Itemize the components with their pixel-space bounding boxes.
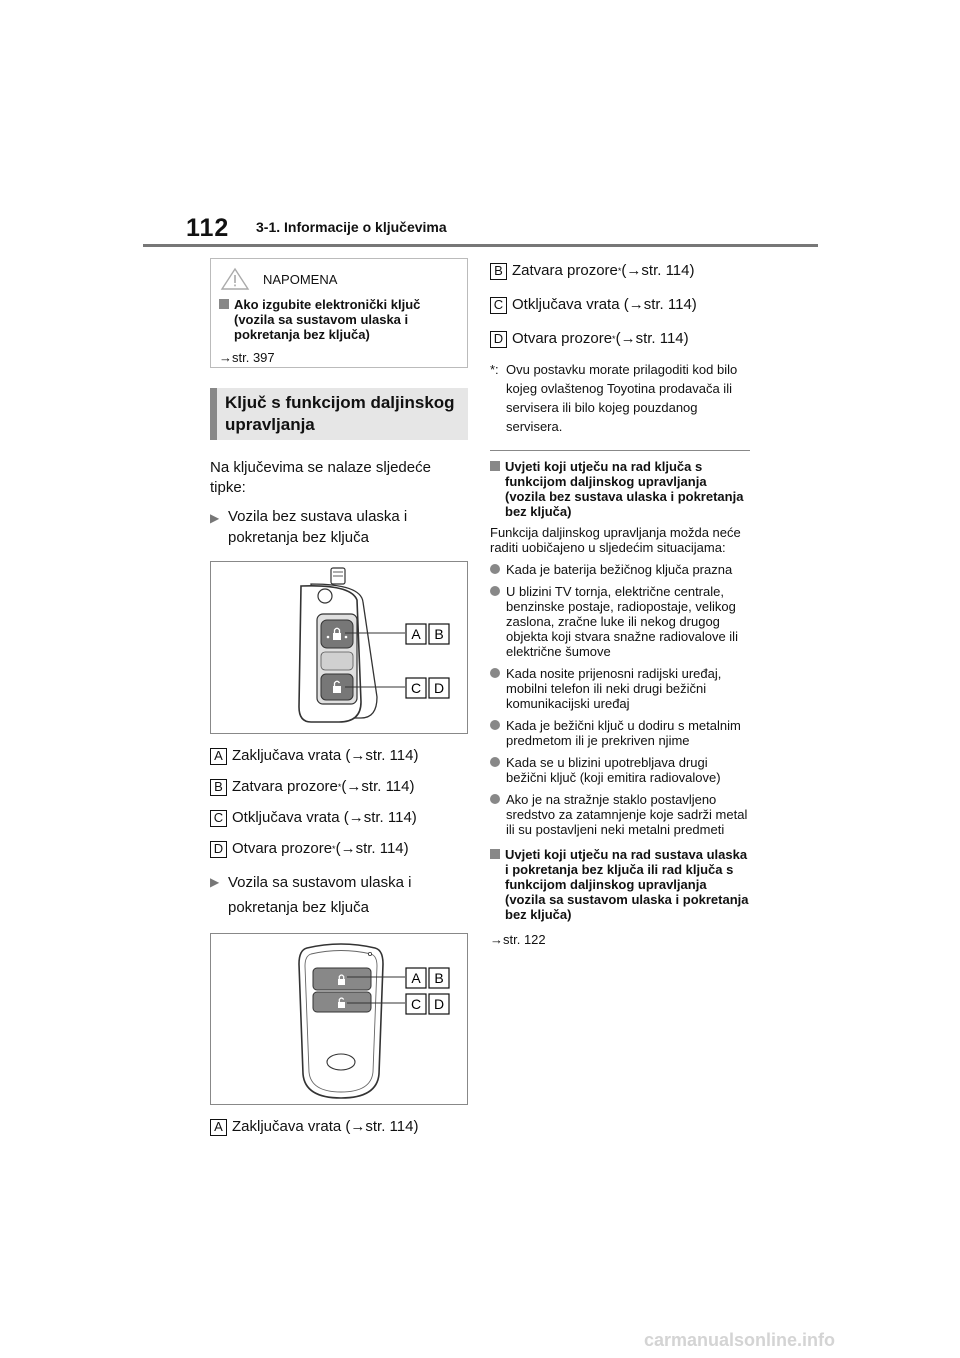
figure2-label-c: C (410, 996, 422, 1012)
label-a2-row: A Zaključava vrata ( →str. 114) (210, 1118, 468, 1136)
page-number: 112 (186, 214, 230, 242)
header-rule (143, 244, 818, 247)
letter-a-box: A (210, 748, 227, 765)
smart-key-illustration (211, 934, 467, 1104)
key-figure-2 (210, 933, 468, 1105)
letter-d-box: D (210, 841, 227, 858)
square-bullet-icon (490, 461, 500, 471)
conditions-intro: Funkcija daljinskog upravljanja možda neće raditi uobičajeno u sljedećim situacijama: (490, 525, 741, 555)
label-d-row: D Otvara prozore * ( →str. 114) (210, 840, 468, 858)
list-item: Kada je baterija bežičnog ključa prazna (490, 562, 750, 577)
right-column (490, 258, 750, 947)
label-c2-row: C Otključava vrata ( →str. 114) (490, 296, 750, 314)
footnote: *: Ovu postavku morate prilagoditi kod bilo kojeg ovlaštenog Toyotina prodavača ili servisera ili bilo kojeg pouzdanog servisera. (490, 362, 738, 434)
letter-d-box: D (490, 331, 507, 348)
square-bullet-icon (219, 299, 229, 309)
notice-ref: →str. 397 (219, 350, 275, 365)
letter-a-box: A (210, 1119, 227, 1136)
triangle-bullet-icon: ▶ (210, 875, 220, 889)
left-column (210, 258, 468, 1136)
conditions2-heading: Uvjeti koji utječu na rad sustava ulaska i pokretanja bez ključa ili rad ključa s funkcijom daljinskog upravljanja (vozila sa sustavom ulaska i pokretanja bez ključa) (490, 847, 750, 922)
variant-2-heading: ▶ Vozila sa sustavom ulaska i pokretanja bez ključa (210, 870, 468, 920)
letter-b-box: B (210, 779, 227, 796)
circle-bullet-icon (490, 757, 500, 767)
watermark: carmanualsonline.info (644, 1330, 836, 1350)
circle-bullet-icon (490, 720, 500, 730)
intro-text: Na ključevima se nalaze sljedeće tipke: (210, 459, 431, 496)
warning-triangle-icon (219, 267, 251, 291)
label-a-row: A Zaključava vrata ( →str. 114) (210, 747, 468, 765)
conditions2-ref: →str. 122 (490, 932, 546, 947)
circle-bullet-icon (490, 794, 500, 804)
section-title: Ključ s funkcijom daljinskog upravljanja (210, 388, 468, 440)
label-b-row: B Zatvara prozore * ( →str. 114) (210, 778, 468, 796)
letter-c-box: C (490, 297, 507, 314)
circle-bullet-icon (490, 586, 500, 596)
figure1-label-d: D (433, 680, 445, 696)
triangle-bullet-icon: ▶ (210, 511, 220, 525)
list-item: Kada se u blizini upotrebljava drugi bežični ključ (koji emitira radiovalove) (490, 755, 750, 785)
letter-b-box: B (490, 263, 507, 280)
section-divider (490, 450, 750, 451)
list-item: Ako je na stražnje staklo postavljeno sredstvo za zatamnjenje koje sadrži metal ili su postavljeni neki metalni predmeti (490, 792, 750, 837)
notice-item: Ako izgubite elektronički ključ (vozila sa sustavom ulaska i pokretanja bez ključa) (219, 297, 459, 342)
flip-key-illustration (211, 562, 467, 733)
figure2-label-d: D (433, 996, 445, 1012)
notice-box (210, 258, 468, 368)
letter-c-box: C (210, 810, 227, 827)
variant-1-heading: ▶ Vozila bez sustava ulaska i pokretanja bez ključa (210, 508, 408, 546)
square-bullet-icon (490, 849, 500, 859)
key-figure-1 (210, 561, 468, 734)
section-header: 3-1. Informacije o ključevima (256, 219, 447, 235)
figure1-label-a: A (411, 626, 421, 642)
circle-bullet-icon (490, 564, 500, 574)
label-b2-row: B Zatvara prozore * ( →str. 114) (490, 262, 750, 280)
conditions-heading: Uvjeti koji utječu na rad ključa s funkcijom daljinskog upravljanja (vozila bez sustava ulaska i pokretanja bez ključa) (490, 459, 750, 519)
label-d2-row: D Otvara prozore * ( →str. 114) (490, 330, 750, 348)
list-item: U blizini TV tornja, električne centrale, benzinske postaje, radiopostaje, velikog zaslona, zračne luke ili nekog drugog objekta koji stvara snažne radiovalove ili električne šumove (490, 584, 750, 659)
figure1-label-b: B (434, 626, 444, 642)
label-c-row: C Otključava vrata ( →str. 114) (210, 809, 468, 827)
circle-bullet-icon (490, 668, 500, 678)
list-item: Kada je bežični ključ u dodiru s metalnim predmetom ili je prekriven njime (490, 718, 750, 748)
list-item: Kada nosite prijenosni radijski uređaj, mobilni telefon ili neki drugi bežični komunikacijski uređaj (490, 666, 750, 711)
figure2-label-a: A (411, 970, 421, 986)
notice-title: NAPOMENA (263, 271, 338, 287)
figure2-label-b: B (434, 970, 444, 986)
figure1-label-c: C (410, 680, 422, 696)
